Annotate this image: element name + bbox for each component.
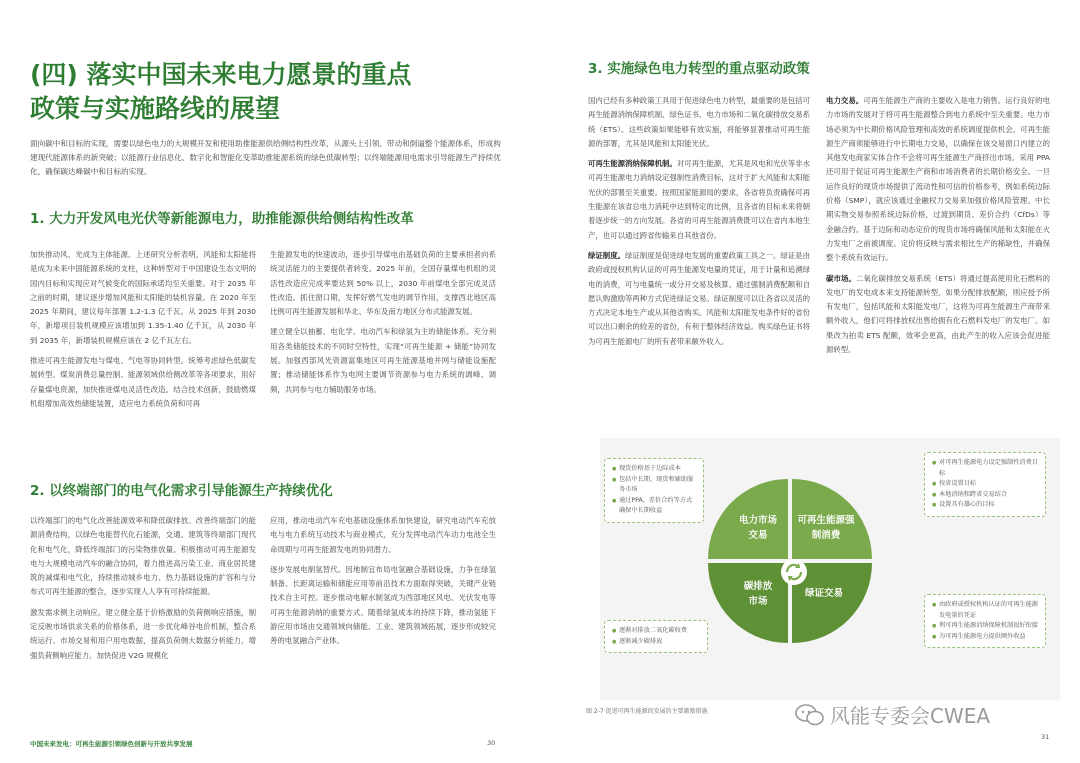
callout-item: ● 按省设置目标 bbox=[932, 479, 1038, 490]
page-number: 30 bbox=[487, 739, 496, 747]
section-2-title: 2. 以终端部门的电气化需求引导能源生产持续优化 bbox=[30, 483, 333, 499]
paragraph: 生能源发电的快速波动，逐步引导煤电由基础负荷的主要承担者向系统灵活能力的主要提供者转变。2025 年前，全国存量煤电机组的灵活性改造应完成率要达到 50% 以上，2030 年前煤电全部完成灵活性改造。抓住窗口期，发挥好燃气发电的调节作用，支撑西北地区高比例可再生能源发展和华北、华东及南方地区分布式能源发展。 bbox=[270, 250, 496, 317]
watermark-text: 风能专委会CWEA bbox=[830, 704, 991, 728]
paragraph: 逐步发展电制氢替代。因地制宜布局电氢融合基础设施，力争在绿氢制备、长距离运输和储能应用等前沿技术方面取得突破，关键产业链技术自主可控。逐步推动电解水制氢成为西部地区风电、光伏发电等可再生能源消纳的重要方式。随着绿氢成本的持续下降，推动氢能下游应用市场由交通领域向储能、工业、建筑领域拓展，逐步形成较完善的电氢融合产业体。 bbox=[270, 564, 496, 646]
paragraph-body: 可再生能源生产商的主要收入是电力销售。运行良好的电力市场的发展对于将可再生能源整合到电力系统中至关重要。电力市场必须为中长期价格风险管理和高效的系统调度提供机会。可再生能源生产商须能够进行中长期电力交易，以确保在该交易窗口内建立的其他发电商家实体合作不会将可再生能源生产商挤出市场。采用 PPA 还可用于促证可再生能源生产商和市场消费者的长期价格安全。一旦运作良好的现货市场提供了流动性和可信的价格参考，例如系统边际价格（SMP），就应该通过金融权力交易来加强价格风险管理。中长期实物交易参照系统边际价格，过渡到期货、差价合约（CfDs）等金融合约。基于边际和动态定价的现货市场将确保风能和太阳能在火力发电厂之前被调度。定价将反映与需求相比生产的稀缺性，并确保整个系统有效运行。 bbox=[826, 96, 1050, 263]
watermark bbox=[795, 700, 990, 729]
callout-item: ● 设置具有雄心的目标 bbox=[932, 500, 1038, 511]
footer-title: 中国未来发电：可再生能源引领绿色创新与开放共享发展 bbox=[30, 740, 193, 748]
callout-item: ● 由政府或授权机构认证的可再生能源发电量的凭证 bbox=[932, 600, 1038, 621]
page-title: (四) 落实中国未来电力愿景的重点政策与实施路线的展望 bbox=[30, 60, 412, 123]
callout-green-certificate bbox=[924, 594, 1046, 648]
paragraph-lead: 可再生能源消纳保障机制。 bbox=[588, 159, 677, 169]
intro-paragraph: 面向碳中和目标的实现，需要以绿色电力的大规模开发和使用助推能源供给侧结构性改革，从源头上引领、带动和倒逼整个能源体系，形成构建现代能源体系的新突破；以能源行业信息化、数字化和智能化变革助推能源系统的绿色低碳转型；以终端能源用电需求引导能源生产持续优化，确保碳达峰碳中和目标的实现。 bbox=[30, 139, 501, 177]
callout-item: ● 利可再生能源消纳保障机制很好衔接 bbox=[932, 621, 1038, 632]
callout-list bbox=[612, 626, 700, 647]
callout-item: ● 包括中长期、现货和辅助服务市场 bbox=[612, 475, 696, 496]
paragraph-lead: 碳市场。 bbox=[826, 273, 857, 283]
callout-item: ● 现货价格基于边际成本 bbox=[612, 464, 696, 475]
section-3-title: 3. 实施绿色电力转型的重点驱动政策 bbox=[588, 61, 810, 77]
page-number: 31 bbox=[1041, 733, 1050, 741]
paragraph bbox=[588, 157, 810, 243]
section-2-column-2 bbox=[270, 514, 496, 655]
paragraph: 激发需求侧主动响应。建立健全基于价格激励的负荷侧响应措施，制定反映市场供求关系的价格体系，进一步优化峰谷电价机制，整合系统运行、市场交易和用户用电数据，提高负荷侧大数据分析能力，增强负荷侧响应能力。加快促进 V2G 规模化 bbox=[30, 607, 256, 660]
callout-renewable-mandate bbox=[924, 452, 1046, 517]
callout-electricity-market bbox=[604, 458, 704, 523]
callout-item: ● 逐渐对排放二氧化碳收费 bbox=[612, 626, 700, 637]
callout-list bbox=[932, 600, 1038, 642]
section-3-column-2 bbox=[826, 94, 1050, 363]
section-1-column-2 bbox=[270, 248, 496, 403]
callout-item: ● 通过PPA、差价合约等方式确保中长期收益 bbox=[612, 496, 696, 517]
callout-item: ● 逐渐减少碳排放 bbox=[612, 637, 700, 648]
callout-item: ● 对可再生能源电力设定强制性消费目标 bbox=[932, 458, 1038, 479]
quadrant-label: 绿证交易 bbox=[804, 587, 843, 599]
quadrant-label: 可再生能源强 制消费 bbox=[797, 515, 855, 541]
paragraph-lead: 电力交易。 bbox=[826, 96, 864, 105]
wechat-icon bbox=[795, 703, 825, 727]
paragraph bbox=[826, 94, 1050, 266]
paragraph bbox=[826, 272, 1050, 358]
paragraph-lead: 绿证制度。 bbox=[588, 250, 625, 260]
paragraph-body: 对可再生能源，尤其是风电和光伏等非水可再生能源电力消纳设定强制性消费目标，这对于扩大风能和太阳能光伏的部署至关重要。按照国家能源局的要求，各省将负责确保可再生能源在该省总电力消耗中达到特定的比例，且各省的目标未来将朝着逐步统一的方向发展。各省的可再生能源消费既可以在省内本地生产，也可以通过跨省传输来自其他省份。 bbox=[588, 159, 810, 240]
section-1-title: 1. 大力开发风电光伏等新能源电力，助推能源供给侧结构性改革 bbox=[30, 211, 414, 227]
callout-list bbox=[612, 464, 696, 517]
paragraph-body: 绿证制度是促进绿电发展的重要政策工具之一。绿证是由政府或授权机构认证的可再生能源发电量的凭证，用于计量和追溯绿电的消费，可与电量统一或分开交易及核算。通过强制消费配额和自愿认购激励等两种方式促进绿证交易。绿证制度可以让各省以灵活的方式决定本地生产或从其他省购买。风能和太阳能发电条件好的省份可以出口剩余的较差的省份，有利于整体经济效益。购买绿色证书将为可再生能源电厂的所有者带来额外收入。 bbox=[588, 250, 810, 346]
paragraph: 以终端部门的电气化改善能源效率和降低碳排放。改善终端部门的能源消费结构，以绿色电能替代化石能源，交通、建筑等终端部门现代化和电气化，降低终端部门的污染物排放量。积极推动可再生能源发电与大规模电动汽车的融合协同，着力推进高污染工业、商业居民建筑的减煤和电气化，持续推动城乡电力、热力基础设施的扩容和与分布式可再生能源的整合，逐步实现人人享有可持续能源。 bbox=[30, 516, 256, 597]
cycle-arrows-icon bbox=[780, 558, 808, 586]
paragraph: 推进可再生能源发电与煤电、气电等协同转型。统筹考虑绿色低碳发展转型、煤炭消费总量控制、能源领域供给侧改革等各项要求，用好存量煤电资源，加快推进煤电灵活性改造。结合技术创新，鼓励燃煤机组增加高效热储能装置，适应电力系统负荷和可再 bbox=[30, 356, 256, 408]
callout-carbon-market bbox=[604, 620, 708, 653]
paragraph-body: 二氧化碳排放交易系统（ETS）将通过提高使用化石燃料的发电厂的发电成本来支持能源转型。如果分配排放配额，则应授予所有发电厂，包括风能和太阳能发电厂，这将为可再生能源生产商带来额外收入，他们可将排放权出售给拥有化石燃料发电厂的发电厂。如果改为拍卖 ETS 配额，效率会更高，由此产生的收入应该会促进能源转型。 bbox=[826, 273, 1050, 355]
section-2-column-1 bbox=[30, 514, 256, 669]
callout-item: ● 本地消纳和跨省交易结合 bbox=[932, 490, 1038, 501]
paragraph: 加快推动风、光成为主体能源。上述研究分析表明，风能和太阳能将是成为未来中国能源系统的支柱，这种转型对于中国建设生态文明的国内目标和实现应对气候变化的国际承诺均至关重要。对于 2035 年之前的时期，建议逐步增加风能和太阳能的装机容量。在 2020 年至 2025 年期间，建议每年部署 1.2-1.3 亿千瓦。从 2025 年到 2030 年，新增项目装机规模应该增加到 1.35-1.40 亿千瓦，从 2030 年到 2035 年，新增装机规模应该在 2 亿千瓦左右。 bbox=[30, 250, 256, 345]
paragraph bbox=[588, 249, 810, 349]
paragraph: 应用，推动电动汽车充电基础设施体系加快建设，研究电动汽车充放电与电力系统互动技术与商业模式，充分发挥电动汽车动力电池全生命周期与可再生能源发电的协同潜力。 bbox=[270, 516, 496, 554]
callout-item: ● 为可再生能源电力提供额外收益 bbox=[932, 632, 1038, 643]
section-3-column-1 bbox=[588, 94, 810, 355]
paragraph: 国内已经有多种政策工具用于促进绿色电力转型，最重要的是包括可再生能源消纳保障机制、绿色证书、电力市场和二氧化碳排放交易系统（ETS）。这些政策如果能够有效实施，将能够显著推动可再生能源的部署，尤其是风能和太阳能光伏。 bbox=[588, 96, 810, 148]
quadrant-label: 电力市场 交易 bbox=[738, 515, 777, 541]
paragraph: 建立健全以抽蓄、电化学、电动汽车和绿氢为主的储能体系。充分利用各类储能技术的不同时空特性，实现“可再生能源 + 储能”协同发展。加强西部风光资源富集地区可再生能源基地并网与储能设施配置；推动储能体系作为电网主要调节资源参与电力系统的调峰、调频，共同参与电力辅助服务市场。 bbox=[270, 327, 496, 394]
callout-list bbox=[932, 458, 1038, 511]
section-1-column-1 bbox=[30, 248, 256, 417]
figure-caption: 图 2-7 促进可再生能源的发展的主要激励措施 bbox=[586, 708, 708, 715]
quadrant-label: 碳排放 市场 bbox=[743, 581, 773, 607]
